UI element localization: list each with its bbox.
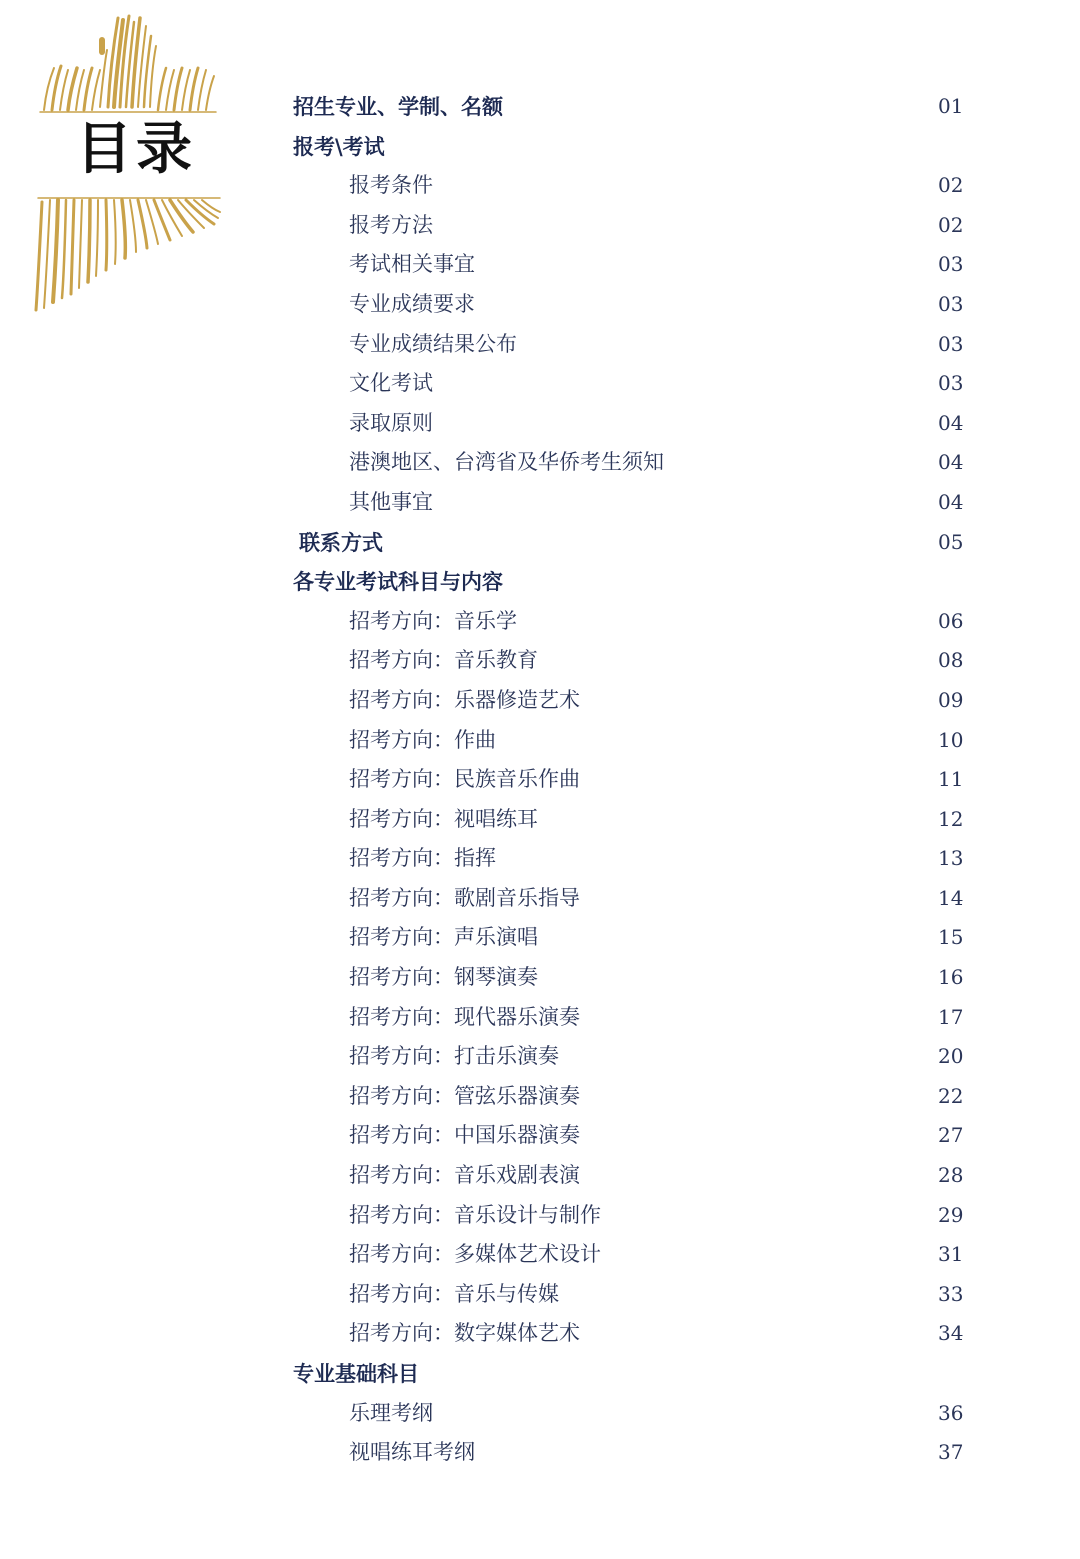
toc-page-number: 14 <box>938 885 964 910</box>
toc-section-heading[interactable] <box>0 1354 1080 1394</box>
toc-entry[interactable] <box>0 245 1080 285</box>
toc-page-number: 20 <box>938 1044 964 1069</box>
toc-entry[interactable] <box>0 918 1080 958</box>
toc-page-number: 17 <box>938 1004 964 1029</box>
toc-entry-label: 招考方向：指挥 <box>349 846 496 871</box>
toc-entry-label: 招考方向：中国乐器演奏 <box>349 1123 580 1148</box>
toc-entry[interactable] <box>0 483 1080 523</box>
page-title: 目录 <box>76 117 196 182</box>
toc-entry-label: 招考方向：乐器修造艺术 <box>349 687 580 712</box>
toc-page-number: 04 <box>938 489 964 514</box>
toc-entry-label: 各专业考试科目与内容 <box>293 569 503 595</box>
toc-entry-label: 招生专业、学制、名额 <box>293 94 503 119</box>
toc-entry-label: 招考方向：音乐与传媒 <box>349 1281 559 1306</box>
toc-entry-label: 专业基础科目 <box>293 1361 419 1386</box>
toc-page-number: 09 <box>938 687 964 712</box>
toc-section-heading[interactable] <box>0 127 1080 167</box>
toc-page-number: 03 <box>938 252 964 277</box>
toc-entry-label: 招考方向：音乐戏剧表演 <box>349 1163 580 1188</box>
toc-page-number: 03 <box>938 331 964 356</box>
toc-page-number: 37 <box>938 1440 964 1465</box>
toc-page-number: 03 <box>938 371 964 396</box>
toc-entry[interactable] <box>0 602 1080 642</box>
toc-entry-label: 招考方向：多媒体艺术设计 <box>349 1242 601 1267</box>
toc-entry-label: 专业成绩结果公布 <box>349 331 517 356</box>
toc-page-number: 34 <box>938 1321 964 1346</box>
toc-page-number: 28 <box>938 1163 964 1188</box>
toc-section-heading[interactable] <box>0 523 1080 563</box>
toc-entry[interactable] <box>0 1116 1080 1156</box>
toc-page-number: 03 <box>938 291 964 316</box>
toc-entry[interactable] <box>0 800 1080 840</box>
toc-entry-label: 招考方向：现代器乐演奏 <box>349 1004 580 1029</box>
toc-entry-label: 招考方向：民族音乐作曲 <box>349 767 580 792</box>
toc-page-number: 15 <box>938 925 964 950</box>
toc-entry[interactable] <box>0 839 1080 879</box>
toc-page-number: 08 <box>938 648 964 673</box>
toc-entry[interactable] <box>0 1275 1080 1315</box>
toc-page-number: 10 <box>938 727 964 752</box>
toc-page-number: 16 <box>938 965 964 990</box>
toc-page-number: 04 <box>938 450 964 475</box>
toc-page-number: 06 <box>938 608 964 633</box>
toc-entry-label: 专业成绩要求 <box>349 291 475 316</box>
toc-entry[interactable] <box>0 1235 1080 1275</box>
toc-entry-label: 乐理考纲 <box>349 1400 433 1425</box>
toc-page-number: 04 <box>938 410 964 435</box>
toc-section-heading[interactable] <box>0 87 1080 127</box>
toc-entry-label: 报考条件 <box>349 173 433 198</box>
toc-page-number: 12 <box>938 806 964 831</box>
toc-entry[interactable] <box>0 1037 1080 1077</box>
toc-entry-label: 其他事宜 <box>349 489 433 514</box>
toc-entry[interactable] <box>0 1433 1080 1473</box>
toc-entry-label: 视唱练耳考纲 <box>349 1440 475 1465</box>
toc-entry[interactable] <box>0 166 1080 206</box>
toc-page-number: 33 <box>938 1281 964 1306</box>
toc-entry-label: 录取原则 <box>349 410 433 435</box>
toc-page-number: 36 <box>938 1400 964 1425</box>
toc-entry[interactable] <box>0 760 1080 800</box>
toc-entry-label: 招考方向：打击乐演奏 <box>349 1044 559 1069</box>
toc-entry[interactable] <box>0 1077 1080 1117</box>
toc-entry[interactable] <box>0 364 1080 404</box>
toc-entry[interactable] <box>0 958 1080 998</box>
toc-entry-label: 联系方式 <box>299 529 383 555</box>
toc-page-number: 29 <box>938 1202 964 1227</box>
toc-entry[interactable] <box>0 206 1080 246</box>
toc-page-number: 01 <box>938 94 964 118</box>
toc-entry-label: 招考方向：数字媒体艺术 <box>349 1321 580 1346</box>
toc-entry[interactable] <box>0 404 1080 444</box>
toc-entry[interactable] <box>0 1314 1080 1354</box>
toc-entry[interactable] <box>0 998 1080 1038</box>
toc-page-number: 13 <box>938 846 964 871</box>
toc-entry-label: 招考方向：歌剧音乐指导 <box>349 885 580 910</box>
toc-page-number: 02 <box>938 212 964 237</box>
toc-entry[interactable] <box>0 721 1080 761</box>
toc-entry-label: 招考方向：作曲 <box>349 727 496 752</box>
toc-page-number: 11 <box>938 767 964 792</box>
toc-entry-label: 报考\考试 <box>293 133 385 159</box>
toc-entry-label: 招考方向：音乐学 <box>349 608 517 633</box>
toc-entry-label: 港澳地区、台湾省及华侨考生须知 <box>349 450 664 475</box>
toc-entry[interactable] <box>0 325 1080 365</box>
toc-entry[interactable] <box>0 879 1080 919</box>
toc-page-number: 22 <box>938 1083 964 1108</box>
toc-entry-label: 招考方向：声乐演唱 <box>349 925 538 950</box>
toc-entry-label: 招考方向：管弦乐器演奏 <box>349 1083 580 1108</box>
toc-entry[interactable] <box>0 1394 1080 1434</box>
toc-page-number: 02 <box>938 173 964 198</box>
toc-entry-label: 招考方向：音乐教育 <box>349 648 538 673</box>
table-of-contents <box>0 87 1080 1473</box>
toc-page-number: 27 <box>938 1123 964 1148</box>
toc-page-number: 05 <box>938 529 964 554</box>
toc-entry[interactable] <box>0 1196 1080 1236</box>
toc-entry-label: 招考方向：视唱练耳 <box>349 806 538 831</box>
toc-entry[interactable] <box>0 681 1080 721</box>
toc-page-number: 31 <box>938 1242 964 1267</box>
toc-entry-label: 招考方向：音乐设计与制作 <box>349 1202 601 1227</box>
toc-entry[interactable] <box>0 1156 1080 1196</box>
toc-entry-label: 报考方法 <box>349 212 433 237</box>
toc-entry-label: 招考方向：钢琴演奏 <box>349 965 538 990</box>
toc-entry-label: 文化考试 <box>349 371 433 396</box>
toc-section-heading[interactable] <box>0 562 1080 602</box>
toc-entry-label: 考试相关事宜 <box>349 252 475 277</box>
toc-entry[interactable] <box>0 285 1080 325</box>
toc-entry[interactable] <box>0 641 1080 681</box>
toc-entry[interactable] <box>0 443 1080 483</box>
